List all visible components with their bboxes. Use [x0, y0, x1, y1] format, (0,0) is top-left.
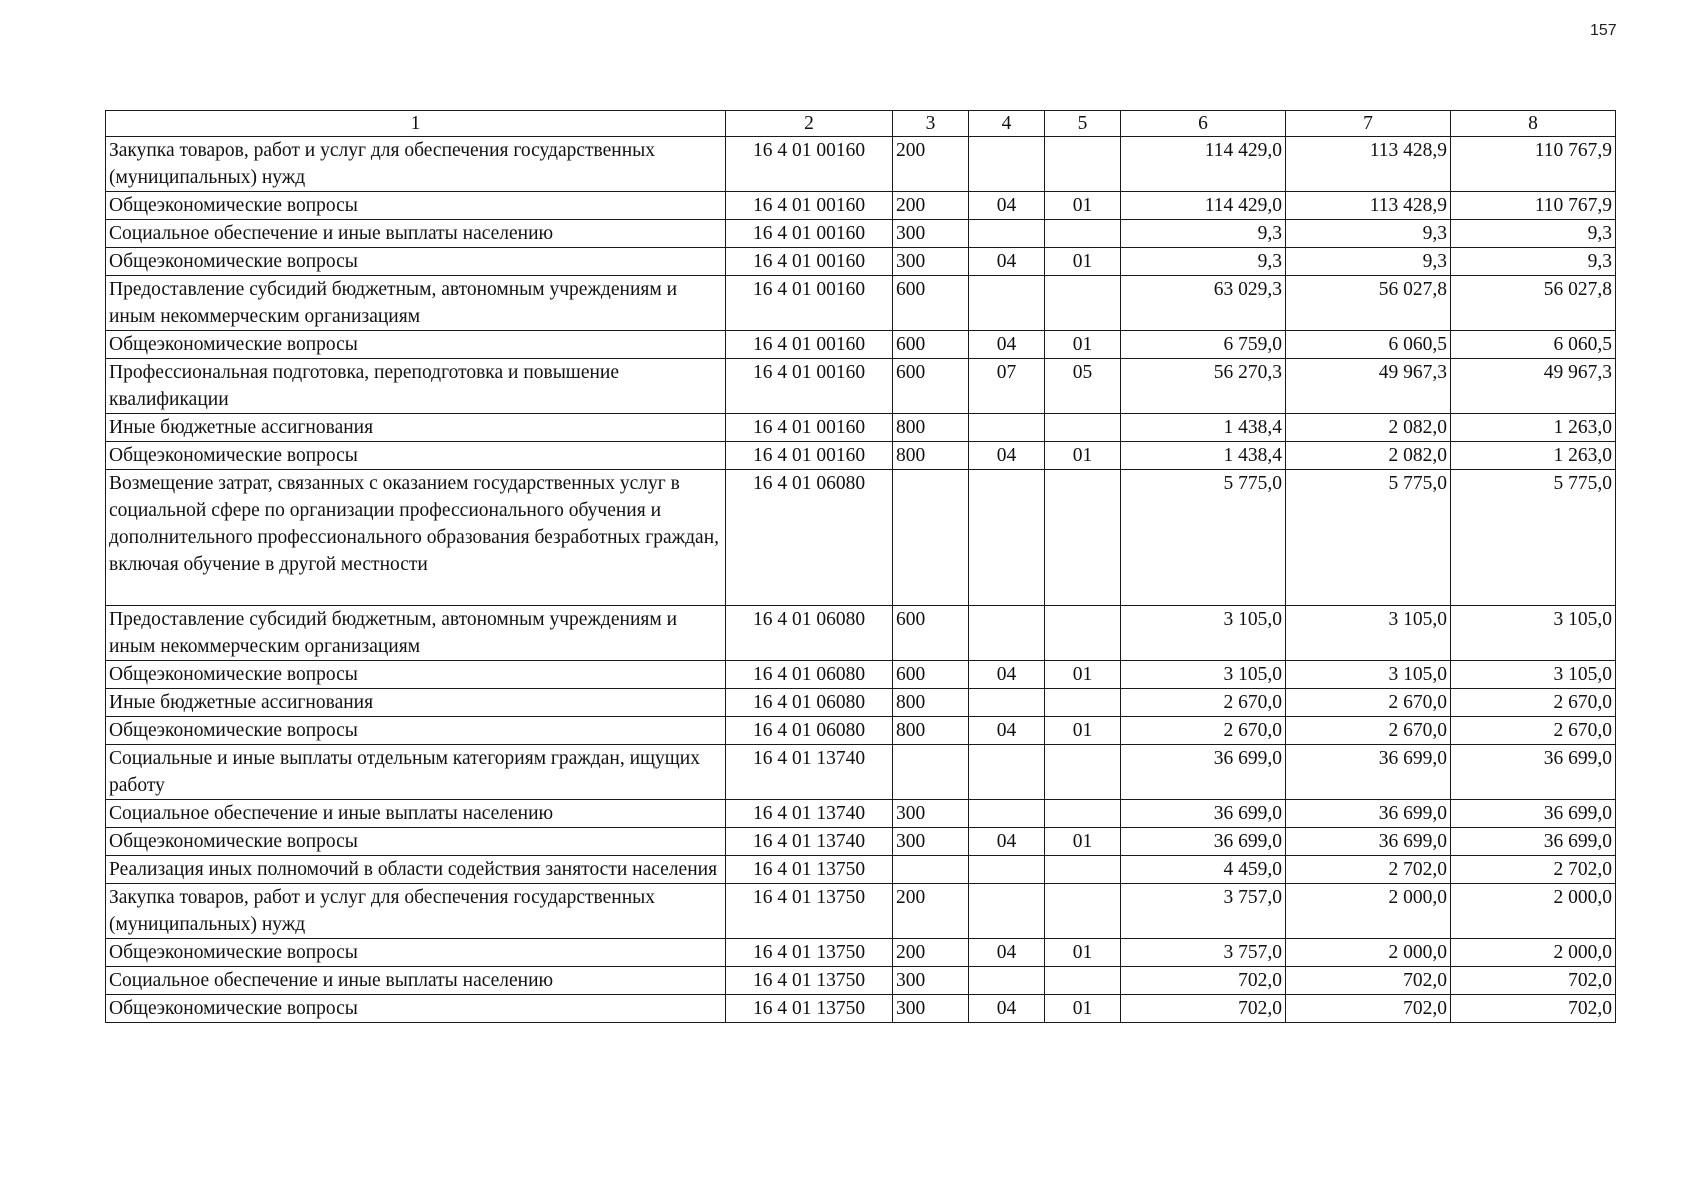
- row-section: 04: [969, 331, 1045, 359]
- table-row: [106, 939, 1616, 967]
- row-expense-type: 800: [893, 689, 969, 717]
- row-name: Реализация иных полномочий в области содействия занятости населения: [106, 856, 726, 884]
- row-amount-col8: 56 027,8: [1451, 276, 1616, 331]
- row-expense-type: [893, 856, 969, 884]
- row-amount-col6: 2 670,0: [1121, 689, 1286, 717]
- row-subsection: [1045, 414, 1121, 442]
- row-amount-col6: 3 757,0: [1121, 939, 1286, 967]
- table-row: [106, 828, 1616, 856]
- row-subsection: 01: [1045, 442, 1121, 470]
- column-header: 5: [1045, 111, 1121, 137]
- row-target-code: 16 4 01 00160: [726, 414, 893, 442]
- row-expense-type: 600: [893, 331, 969, 359]
- row-name: Общеэкономические вопросы: [106, 248, 726, 276]
- row-subsection: 01: [1045, 661, 1121, 689]
- row-subsection: 01: [1045, 248, 1121, 276]
- row-section: [969, 800, 1045, 828]
- row-section: 04: [969, 661, 1045, 689]
- row-subsection: [1045, 137, 1121, 192]
- row-amount-col6: 36 699,0: [1121, 745, 1286, 800]
- row-amount-col7: 2 082,0: [1286, 414, 1451, 442]
- table-row: [106, 248, 1616, 276]
- row-expense-type: 600: [893, 359, 969, 414]
- row-amount-col8: 110 767,9: [1451, 192, 1616, 220]
- column-header: 8: [1451, 111, 1616, 137]
- row-name: Закупка товаров, работ и услуг для обеспечения государственных (муниципальных) нужд: [106, 884, 726, 939]
- row-expense-type: 200: [893, 137, 969, 192]
- table-row: [106, 442, 1616, 470]
- row-name: Общеэкономические вопросы: [106, 828, 726, 856]
- row-amount-col8: 36 699,0: [1451, 800, 1616, 828]
- row-amount-col7: 2 670,0: [1286, 689, 1451, 717]
- column-header: 4: [969, 111, 1045, 137]
- row-target-code: 16 4 01 06080: [726, 717, 893, 745]
- column-header: 3: [893, 111, 969, 137]
- row-amount-col8: 6 060,5: [1451, 331, 1616, 359]
- row-subsection: 01: [1045, 331, 1121, 359]
- row-name: Общеэкономические вопросы: [106, 661, 726, 689]
- row-subsection: [1045, 967, 1121, 995]
- table-row: [106, 220, 1616, 248]
- row-amount-col7: 49 967,3: [1286, 359, 1451, 414]
- row-target-code: 16 4 01 13750: [726, 967, 893, 995]
- row-expense-type: [893, 470, 969, 606]
- row-target-code: 16 4 01 00160: [726, 137, 893, 192]
- row-amount-col7: 9,3: [1286, 248, 1451, 276]
- page-number: 157: [1590, 22, 1617, 39]
- row-amount-col6: 2 670,0: [1121, 717, 1286, 745]
- row-target-code: 16 4 01 13740: [726, 828, 893, 856]
- row-section: [969, 856, 1045, 884]
- row-amount-col8: 2 000,0: [1451, 939, 1616, 967]
- row-name: Возмещение затрат, связанных с оказанием государственных услуг в социальной сфере по организации профессионального обучения и дополнительного профессионального образования безработных граждан, включая обучение в другой местности: [106, 470, 726, 606]
- row-section: [969, 470, 1045, 606]
- row-expense-type: 800: [893, 442, 969, 470]
- row-amount-col8: 1 263,0: [1451, 442, 1616, 470]
- row-amount-col8: 2 000,0: [1451, 884, 1616, 939]
- row-target-code: 16 4 01 00160: [726, 192, 893, 220]
- row-subsection: 01: [1045, 995, 1121, 1023]
- row-expense-type: 300: [893, 800, 969, 828]
- header-row: [106, 111, 1616, 137]
- row-subsection: [1045, 470, 1121, 606]
- row-subsection: [1045, 856, 1121, 884]
- row-amount-col6: 702,0: [1121, 967, 1286, 995]
- row-amount-col6: 4 459,0: [1121, 856, 1286, 884]
- row-subsection: 01: [1045, 939, 1121, 967]
- row-subsection: 01: [1045, 717, 1121, 745]
- row-amount-col7: 2 702,0: [1286, 856, 1451, 884]
- table-row: [106, 856, 1616, 884]
- row-amount-col6: 56 270,3: [1121, 359, 1286, 414]
- row-amount-col6: 702,0: [1121, 995, 1286, 1023]
- row-target-code: 16 4 01 00160: [726, 276, 893, 331]
- row-subsection: [1045, 884, 1121, 939]
- row-section: 04: [969, 995, 1045, 1023]
- budget-table: [105, 110, 1616, 1023]
- row-expense-type: 300: [893, 220, 969, 248]
- row-subsection: [1045, 745, 1121, 800]
- row-amount-col7: 36 699,0: [1286, 828, 1451, 856]
- table-row: [106, 359, 1616, 414]
- row-target-code: 16 4 01 00160: [726, 331, 893, 359]
- row-amount-col7: 56 027,8: [1286, 276, 1451, 331]
- row-name: Социальные и иные выплаты отдельным категориям граждан, ищущих работу: [106, 745, 726, 800]
- row-amount-col7: 9,3: [1286, 220, 1451, 248]
- table-row: [106, 745, 1616, 800]
- row-section: 04: [969, 717, 1045, 745]
- row-amount-col8: 9,3: [1451, 220, 1616, 248]
- row-section: [969, 220, 1045, 248]
- row-expense-type: 300: [893, 248, 969, 276]
- row-section: 07: [969, 359, 1045, 414]
- row-amount-col8: 9,3: [1451, 248, 1616, 276]
- row-expense-type: 300: [893, 995, 969, 1023]
- row-name: Закупка товаров, работ и услуг для обеспечения государственных (муниципальных) нужд: [106, 137, 726, 192]
- row-name: Общеэкономические вопросы: [106, 331, 726, 359]
- row-section: [969, 745, 1045, 800]
- row-expense-type: 800: [893, 414, 969, 442]
- row-subsection: [1045, 689, 1121, 717]
- row-name: Общеэкономические вопросы: [106, 717, 726, 745]
- row-target-code: 16 4 01 00160: [726, 359, 893, 414]
- table-row: [106, 192, 1616, 220]
- row-amount-col8: 36 699,0: [1451, 828, 1616, 856]
- row-name: Предоставление субсидий бюджетным, автономным учреждениям и иным некоммерческим организациям: [106, 606, 726, 661]
- row-subsection: [1045, 220, 1121, 248]
- table-row: [106, 967, 1616, 995]
- row-section: 04: [969, 828, 1045, 856]
- row-amount-col6: 3 105,0: [1121, 661, 1286, 689]
- row-amount-col6: 9,3: [1121, 248, 1286, 276]
- row-amount-col6: 6 759,0: [1121, 331, 1286, 359]
- row-amount-col8: 702,0: [1451, 967, 1616, 995]
- row-subsection: 01: [1045, 828, 1121, 856]
- table-row: [106, 689, 1616, 717]
- row-amount-col8: 36 699,0: [1451, 745, 1616, 800]
- table-row: [106, 661, 1616, 689]
- row-section: [969, 606, 1045, 661]
- row-subsection: [1045, 276, 1121, 331]
- row-target-code: 16 4 01 06080: [726, 661, 893, 689]
- row-section: 04: [969, 442, 1045, 470]
- row-expense-type: 600: [893, 661, 969, 689]
- column-header: 6: [1121, 111, 1286, 137]
- row-subsection: 05: [1045, 359, 1121, 414]
- table-row: [106, 470, 1616, 606]
- row-target-code: 16 4 01 13750: [726, 884, 893, 939]
- row-amount-col8: 3 105,0: [1451, 606, 1616, 661]
- row-target-code: 16 4 01 13740: [726, 800, 893, 828]
- row-amount-col7: 2 670,0: [1286, 717, 1451, 745]
- row-target-code: 16 4 01 13750: [726, 939, 893, 967]
- row-target-code: 16 4 01 13750: [726, 856, 893, 884]
- row-target-code: 16 4 01 00160: [726, 220, 893, 248]
- row-amount-col7: 5 775,0: [1286, 470, 1451, 606]
- row-name: Профессиональная подготовка, переподготовка и повышение квалификации: [106, 359, 726, 414]
- row-amount-col8: 5 775,0: [1451, 470, 1616, 606]
- column-header: 1: [106, 111, 726, 137]
- row-amount-col7: 2 000,0: [1286, 939, 1451, 967]
- row-amount-col7: 113 428,9: [1286, 137, 1451, 192]
- row-subsection: 01: [1045, 192, 1121, 220]
- row-target-code: 16 4 01 00160: [726, 442, 893, 470]
- row-name: Общеэкономические вопросы: [106, 995, 726, 1023]
- row-amount-col7: 6 060,5: [1286, 331, 1451, 359]
- row-amount-col6: 1 438,4: [1121, 414, 1286, 442]
- row-expense-type: 600: [893, 606, 969, 661]
- row-section: [969, 414, 1045, 442]
- row-amount-col6: 9,3: [1121, 220, 1286, 248]
- row-amount-col6: 3 105,0: [1121, 606, 1286, 661]
- row-amount-col7: 3 105,0: [1286, 661, 1451, 689]
- row-name: Социальное обеспечение и иные выплаты населению: [106, 220, 726, 248]
- row-amount-col8: 3 105,0: [1451, 661, 1616, 689]
- table-row: [106, 606, 1616, 661]
- table-row: [106, 137, 1616, 192]
- column-header: 2: [726, 111, 893, 137]
- row-amount-col6: 36 699,0: [1121, 800, 1286, 828]
- row-name: Иные бюджетные ассигнования: [106, 689, 726, 717]
- row-amount-col6: 1 438,4: [1121, 442, 1286, 470]
- row-expense-type: 200: [893, 192, 969, 220]
- row-amount-col7: 3 105,0: [1286, 606, 1451, 661]
- row-target-code: 16 4 01 06080: [726, 606, 893, 661]
- row-amount-col6: 3 757,0: [1121, 884, 1286, 939]
- row-amount-col8: 2 702,0: [1451, 856, 1616, 884]
- row-expense-type: [893, 745, 969, 800]
- row-amount-col7: 702,0: [1286, 967, 1451, 995]
- row-amount-col7: 2 000,0: [1286, 884, 1451, 939]
- row-amount-col8: 110 767,9: [1451, 137, 1616, 192]
- row-name: Социальное обеспечение и иные выплаты населению: [106, 800, 726, 828]
- row-amount-col7: 113 428,9: [1286, 192, 1451, 220]
- row-target-code: 16 4 01 13750: [726, 995, 893, 1023]
- row-subsection: [1045, 606, 1121, 661]
- row-expense-type: 600: [893, 276, 969, 331]
- row-target-code: 16 4 01 06080: [726, 689, 893, 717]
- row-section: 04: [969, 192, 1045, 220]
- row-amount-col6: 114 429,0: [1121, 192, 1286, 220]
- row-expense-type: 800: [893, 717, 969, 745]
- row-amount-col8: 2 670,0: [1451, 717, 1616, 745]
- row-amount-col7: 702,0: [1286, 995, 1451, 1023]
- row-section: 04: [969, 939, 1045, 967]
- table-row: [106, 717, 1616, 745]
- table-row: [106, 884, 1616, 939]
- row-expense-type: 300: [893, 967, 969, 995]
- table-row: [106, 800, 1616, 828]
- row-section: [969, 276, 1045, 331]
- row-name: Общеэкономические вопросы: [106, 192, 726, 220]
- row-expense-type: 200: [893, 884, 969, 939]
- row-name: Иные бюджетные ассигнования: [106, 414, 726, 442]
- table-row: [106, 331, 1616, 359]
- table-row: [106, 276, 1616, 331]
- row-target-code: 16 4 01 06080: [726, 470, 893, 606]
- row-amount-col7: 2 082,0: [1286, 442, 1451, 470]
- row-expense-type: 300: [893, 828, 969, 856]
- row-amount-col8: 2 670,0: [1451, 689, 1616, 717]
- row-amount-col8: 702,0: [1451, 995, 1616, 1023]
- row-section: [969, 884, 1045, 939]
- row-expense-type: 200: [893, 939, 969, 967]
- row-amount-col7: 36 699,0: [1286, 745, 1451, 800]
- table-row: [106, 414, 1616, 442]
- row-amount-col6: 36 699,0: [1121, 828, 1286, 856]
- row-subsection: [1045, 800, 1121, 828]
- table-row: [106, 995, 1616, 1023]
- row-amount-col8: 49 967,3: [1451, 359, 1616, 414]
- row-amount-col6: 5 775,0: [1121, 470, 1286, 606]
- row-section: [969, 967, 1045, 995]
- column-header: 7: [1286, 111, 1451, 137]
- row-name: Предоставление субсидий бюджетным, автономным учреждениям и иным некоммерческим организациям: [106, 276, 726, 331]
- row-section: 04: [969, 248, 1045, 276]
- row-target-code: 16 4 01 13740: [726, 745, 893, 800]
- row-section: [969, 689, 1045, 717]
- row-amount-col6: 63 029,3: [1121, 276, 1286, 331]
- row-name: Социальное обеспечение и иные выплаты населению: [106, 967, 726, 995]
- row-name: Общеэкономические вопросы: [106, 442, 726, 470]
- row-target-code: 16 4 01 00160: [726, 248, 893, 276]
- row-amount-col6: 114 429,0: [1121, 137, 1286, 192]
- row-amount-col7: 36 699,0: [1286, 800, 1451, 828]
- row-name: Общеэкономические вопросы: [106, 939, 726, 967]
- row-section: [969, 137, 1045, 192]
- row-amount-col8: 1 263,0: [1451, 414, 1616, 442]
